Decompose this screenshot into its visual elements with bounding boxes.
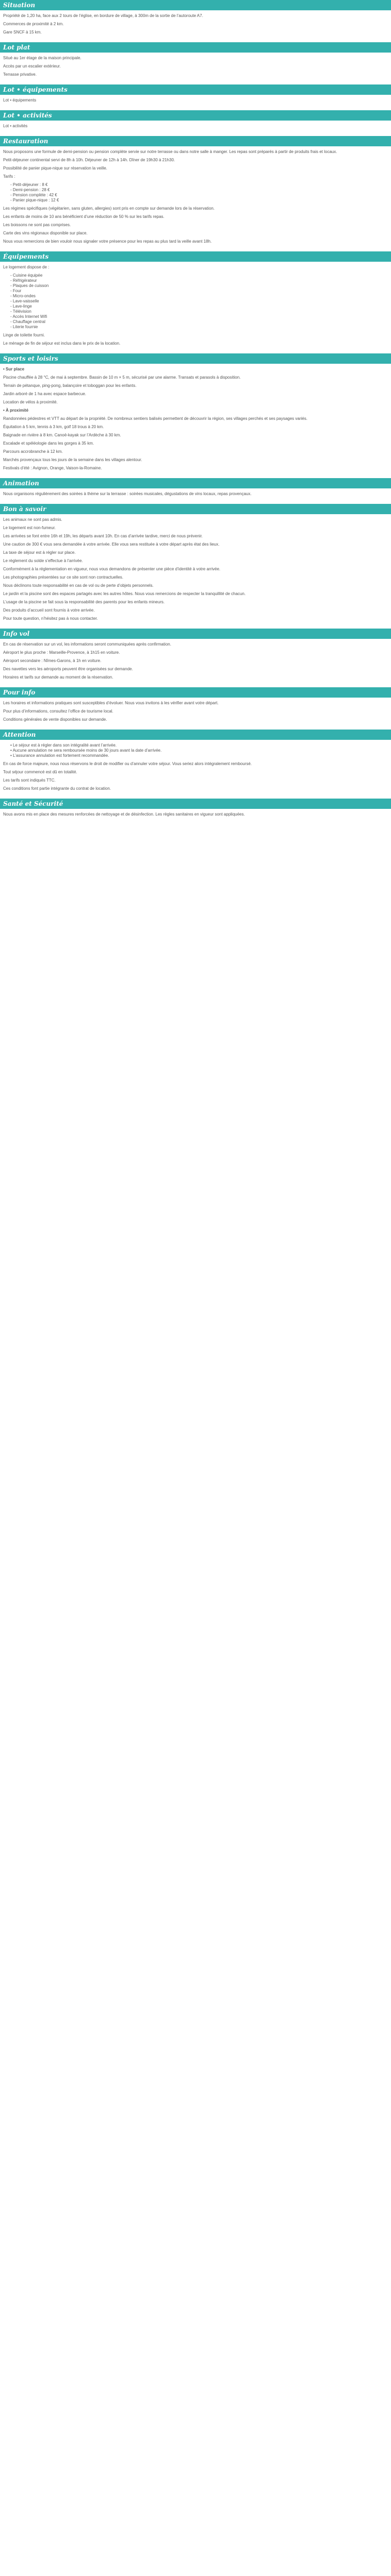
section-body (0, 146, 391, 251)
section-body (0, 809, 391, 824)
paragraph: Jardin arboré de 1 ha avec espace barbecue. (3, 392, 86, 396)
section-header (0, 478, 391, 488)
section-header (0, 110, 391, 121)
list-item: - Literie fournie (10, 325, 388, 330)
paragraph: En cas de réservation sur un vol, les informations seront communiquées après confirmation. (3, 642, 171, 647)
paragraph: Le logement dispose de : (3, 265, 50, 269)
paragraph: Les enfants de moins de 10 ans bénéficient d’une réduction de 50 % sur les tarifs repas. (3, 214, 165, 219)
paragraph: Aéroport le plus proche : Marseille-Provence, à 1h15 en voiture. (3, 650, 120, 655)
section-header (0, 799, 391, 809)
section-title: Lot plat (3, 44, 30, 51)
paragraph: Le ménage de fin de séjour est inclus dans le prix de la location. (3, 341, 121, 346)
section-header (0, 730, 391, 740)
section-header (0, 42, 391, 53)
list-item: - Four (10, 289, 388, 294)
section-header (0, 687, 391, 698)
section-title: Pour info (3, 689, 36, 696)
section-body (0, 639, 391, 687)
section-body (0, 10, 391, 42)
section-situation (0, 0, 391, 42)
section-animation (0, 478, 391, 504)
section-title: Santé et Sécurité (3, 800, 63, 807)
paragraph: Nous déclinons toute responsabilité en cas de vol ou de perte d’objets personnels. (3, 583, 154, 588)
section-info-vol (0, 629, 391, 687)
paragraph: Nous avons mis en place des mesures renforcées de nettoyage et de désinfection. Les règles sanitaires en vigueur sont appliquées. (3, 812, 245, 817)
section-body (0, 514, 391, 629)
paragraph: Marchés provençaux tous les jours de la semaine dans les villages alentour. (3, 457, 142, 462)
section-title: Lot • activités (3, 112, 52, 119)
paragraph: Situé au 1er étage de la maison principale. (3, 56, 82, 60)
paragraph: Le règlement du solde s’effectue à l’arrivée. (3, 558, 83, 563)
paragraph: Une caution de 300 € vous sera demandée à votre arrivée. Elle vous sera restituée à votre départ après état des lieux. (3, 542, 220, 547)
section-bon-a-savoir (0, 504, 391, 629)
paragraph: Accès par un escalier extérieur. (3, 64, 61, 69)
list-item: • Le séjour est à régler dans son intégralité avant l’arrivée. (10, 743, 388, 748)
section-attention (0, 730, 391, 799)
list-item: - Accès Internet Wifi (10, 314, 388, 319)
section-body (0, 95, 391, 110)
paragraph: Possibilité de panier pique-nique sur réservation la veille. (3, 166, 107, 171)
list-item: - Petit-déjeuner : 8 € (10, 182, 388, 188)
section-header (0, 0, 391, 10)
warning-list (3, 743, 388, 758)
section-title: Attention (3, 731, 36, 738)
paragraph: Aéroport secondaire : Nîmes-Garons, à 1h en voiture. (3, 658, 102, 663)
paragraph: Ces conditions font partie intégrante du contrat de location. (3, 786, 111, 791)
list-item: - Lave-vaisselle (10, 299, 388, 304)
paragraph: Terrasse privative. (3, 72, 37, 77)
section-pour-info (0, 687, 391, 730)
paragraph: Linge de toilette fourni. (3, 333, 45, 337)
paragraph: Location de vélos à proximité. (3, 400, 58, 404)
section-title: Situation (3, 2, 36, 9)
paragraph: La taxe de séjour est à régler sur place. (3, 550, 76, 555)
paragraph: Nous vous remercions de bien vouloir nous signaler votre présence pour les repas au plus tard la veille avant 18h. (3, 239, 212, 244)
paragraph: Piscine chauffée à 28 °C, de mai à septembre. Bassin de 10 m × 5 m, sécurisé par une alarme. Transats et parasols à disposition. (3, 375, 241, 380)
paragraph: Des produits d’accueil sont fournis à votre arrivée. (3, 608, 95, 613)
price-list (3, 182, 388, 203)
list-item: - Cuisine équipée (10, 273, 388, 278)
subheading: • Sur place (3, 367, 25, 371)
equipment-list (3, 273, 388, 330)
paragraph: Des navettes vers les aéroports peuvent être organisées sur demande. (3, 667, 133, 671)
list-item: - Micro-ondes (10, 294, 388, 299)
section-title: Restauration (3, 138, 48, 145)
paragraph: Escalade et spéléologie dans les gorges à 35 km. (3, 441, 94, 446)
section-header (0, 251, 391, 262)
section-header (0, 84, 391, 95)
paragraph: Les boissons ne sont pas comprises. (3, 223, 71, 227)
section-body (0, 488, 391, 504)
paragraph: Tarifs : (3, 174, 15, 179)
section-body (0, 121, 391, 136)
paragraph: Randonnées pédestres et VTT au départ de la propriété. De nombreux sentiers balisés permettent de découvrir la région, ses villages perchés et ses paysages variés. (3, 416, 307, 421)
section-body (0, 364, 391, 478)
paragraph: Pour toute question, n’hésitez pas à nous contacter. (3, 616, 98, 621)
section-title: Équipements (3, 253, 49, 260)
paragraph: Les animaux ne sont pas admis. (3, 517, 62, 522)
paragraph: Propriété de 1,20 ha, face aux 2 tours de l’église, en bordure de village, à 300m de la sortie de l’autoroute A7. (3, 13, 203, 18)
section-body (0, 740, 391, 799)
list-item: - Panier pique-nique : 12 € (10, 198, 388, 203)
section-header (0, 504, 391, 514)
section-equipements (0, 251, 391, 353)
paragraph: Les régimes spécifiques (végétarien, sans gluten, allergies) sont pris en compte sur demande lors de la réservation. (3, 206, 215, 211)
section-title: Info vol (3, 630, 30, 637)
section-body (0, 262, 391, 353)
list-item: - Télévision (10, 309, 388, 314)
section-title: Sports et loisirs (3, 355, 58, 362)
paragraph: Terrain de pétanque, ping-pong, balançoire et toboggan pour les enfants. (3, 383, 137, 388)
section-sante-securite (0, 799, 391, 824)
section-restauration (0, 136, 391, 251)
paragraph: Festivals d’été : Avignon, Orange, Vaison-la-Romaine. (3, 466, 102, 470)
paragraph: Le jardin et la piscine sont des espaces partagés avec les autres hôtes. Nous vous remercions de respecter la tranquillité de chacun. (3, 591, 246, 596)
list-item: - Pension complète : 42 € (10, 193, 388, 198)
page (0, 0, 391, 824)
section-title: Animation (3, 480, 39, 487)
section-lot-plat (0, 42, 391, 84)
paragraph: En cas de force majeure, nous nous réservons le droit de modifier ou d’annuler votre séjour. Vous seriez alors intégralement remboursé. (3, 761, 252, 766)
paragraph: Les horaires et informations pratiques sont susceptibles d’évoluer. Nous vous invitons à les vérifier avant votre départ. (3, 701, 219, 705)
section-title: Bon à savoir (3, 505, 46, 513)
section-header (0, 629, 391, 639)
paragraph: Lot • activités (3, 124, 28, 128)
paragraph: Baignade en rivière à 8 km. Canoë-kayak sur l’Ardèche à 30 km. (3, 433, 121, 437)
paragraph: Équitation à 5 km, tennis à 3 km, golf 18 trous à 20 km. (3, 425, 104, 429)
list-item: - Demi-pension : 28 € (10, 188, 388, 193)
list-item: • Aucune annulation ne sera remboursée moins de 30 jours avant la date d’arrivée. (10, 748, 388, 753)
list-item: - Chauffage central (10, 319, 388, 325)
section-title: Lot • équipements (3, 86, 68, 93)
paragraph: Commerces de proximité à 2 km. (3, 22, 64, 26)
paragraph: L’usage de la piscine se fait sous la responsabilité des parents pour les enfants mineurs. (3, 600, 165, 604)
list-item: - Plaques de cuisson (10, 283, 388, 289)
list-item: - Lave-linge (10, 304, 388, 309)
section-body (0, 698, 391, 730)
paragraph: Horaires et tarifs sur demande au moment de la réservation. (3, 675, 113, 680)
paragraph: Le logement est non-fumeur. (3, 526, 56, 530)
section-header (0, 353, 391, 364)
paragraph: Carte des vins régionaux disponible sur place. (3, 231, 88, 235)
paragraph: Pour plus d’informations, consultez l’office de tourisme local. (3, 709, 113, 714)
paragraph: Parcours accrobranche à 12 km. (3, 449, 63, 454)
paragraph: Conditions générales de vente disponibles sur demande. (3, 717, 107, 722)
paragraph: Les tarifs sont indiqués TTC. (3, 778, 56, 783)
section-body (0, 53, 391, 84)
paragraph: Les arrivées se font entre 16h et 19h, les départs avant 10h. En cas d’arrivée tardive, merci de nous prévenir. (3, 534, 203, 538)
list-item: - Réfrigérateur (10, 278, 388, 283)
paragraph: Conformément à la réglementation en vigueur, nous vous demandons de présenter une pièce d’identité à votre arrivée. (3, 567, 221, 571)
paragraph: Lot • équipements (3, 98, 37, 103)
list-item: • L’assurance annulation est fortement recommandée. (10, 753, 388, 758)
paragraph: Petit-déjeuner continental servi de 8h à 10h. Déjeuner de 12h à 14h. Dîner de 19h30 à 21h30. (3, 158, 175, 162)
section-lot-equipements (0, 84, 391, 110)
paragraph: Nous organisons régulièrement des soirées à thème sur la terrasse : soirées musicales, dégustations de vins locaux, repas provençaux. (3, 492, 252, 496)
section-lot-activites (0, 110, 391, 136)
paragraph: Gare SNCF à 15 km. (3, 30, 42, 35)
paragraph: Nous proposons une formule de demi-pension ou pension complète servie sur notre terrasse ou dans notre salle à manger. Les repas sont préparés à partir de produits frais et locaux. (3, 149, 337, 154)
section-sports-loisirs (0, 353, 391, 478)
paragraph: Tout séjour commencé est dû en totalité. (3, 770, 77, 774)
paragraph: Les photographies présentées sur ce site sont non contractuelles. (3, 575, 124, 580)
section-header (0, 136, 391, 146)
subheading: • À proximité (3, 408, 29, 413)
